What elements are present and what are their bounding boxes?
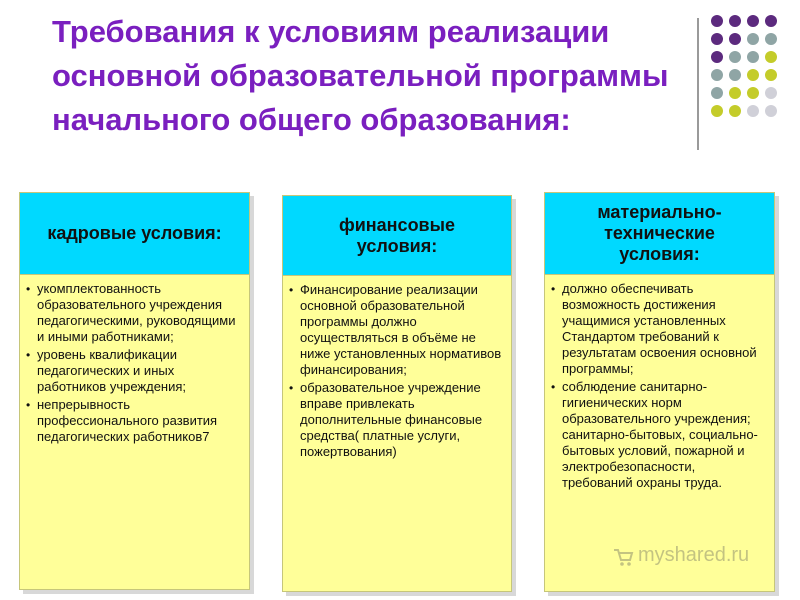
list-item: • соблюдение санитарно-гигиенических норм образовательного учреждения; санитарно-бытовых, социально-бытовых условий, пожарной и электробезопасности, требований охраны труда. <box>551 379 766 491</box>
list-item: • укомплектованность образовательного учреждения педагогическими, руководящими и иными работниками; <box>26 281 241 345</box>
card-header <box>283 196 511 276</box>
dot <box>747 69 759 81</box>
card-staffing <box>19 192 250 590</box>
card-body <box>20 275 249 589</box>
card-header-label: материально-технические условия: <box>597 202 722 264</box>
watermark-text: myshared.ru <box>638 544 750 566</box>
dot <box>765 33 777 45</box>
slide-title: Требования к условиям реализации основной образовательной программы начального общего образования: <box>52 14 669 137</box>
dot <box>729 87 741 99</box>
card-financial <box>282 195 512 592</box>
dot <box>711 15 723 27</box>
card-header-label: кадровые условия: <box>47 223 222 243</box>
dot <box>765 87 777 99</box>
dot <box>765 15 777 27</box>
dot <box>765 105 777 117</box>
card-body <box>283 276 511 591</box>
dot <box>729 51 741 63</box>
watermark <box>612 542 772 572</box>
card-header <box>20 193 249 275</box>
dot <box>711 87 723 99</box>
dot <box>711 105 723 117</box>
card-header-label: финансовые условия <box>338 214 456 256</box>
list-item: • непрерывность профессионального развития педагогических работников7 <box>26 397 241 445</box>
cart-icon <box>612 546 634 568</box>
dot <box>711 51 723 63</box>
card-header-suffix: : <box>431 235 438 256</box>
dot <box>711 69 723 81</box>
dot <box>729 105 741 117</box>
dot <box>729 15 741 27</box>
dot <box>747 105 759 117</box>
card-material-technical <box>544 192 775 592</box>
list-item: • Финансирование реализации основной образовательной программы должно осуществляться в объёме не ниже установленных нормативов финансирования; <box>289 282 503 378</box>
list-item: • образовательное учреждение вправе привлекать дополнительные финансовые средства( платные услуги, пожертвования) <box>289 380 503 460</box>
dot <box>765 51 777 63</box>
dot <box>747 51 759 63</box>
dot <box>711 33 723 45</box>
dot <box>747 15 759 27</box>
list-item: • уровень квалификации педагогических и иных работников учреждения; <box>26 347 241 395</box>
dot <box>747 33 759 45</box>
dot <box>729 33 741 45</box>
card-header <box>545 193 774 275</box>
dot <box>765 69 777 81</box>
dot <box>729 69 741 81</box>
divider-line <box>697 18 699 150</box>
dot <box>747 87 759 99</box>
list-item: • должно обеспечивать возможность достижения учащимися установленных Стандартом требований к результатам освоения основной программы; <box>551 281 766 377</box>
